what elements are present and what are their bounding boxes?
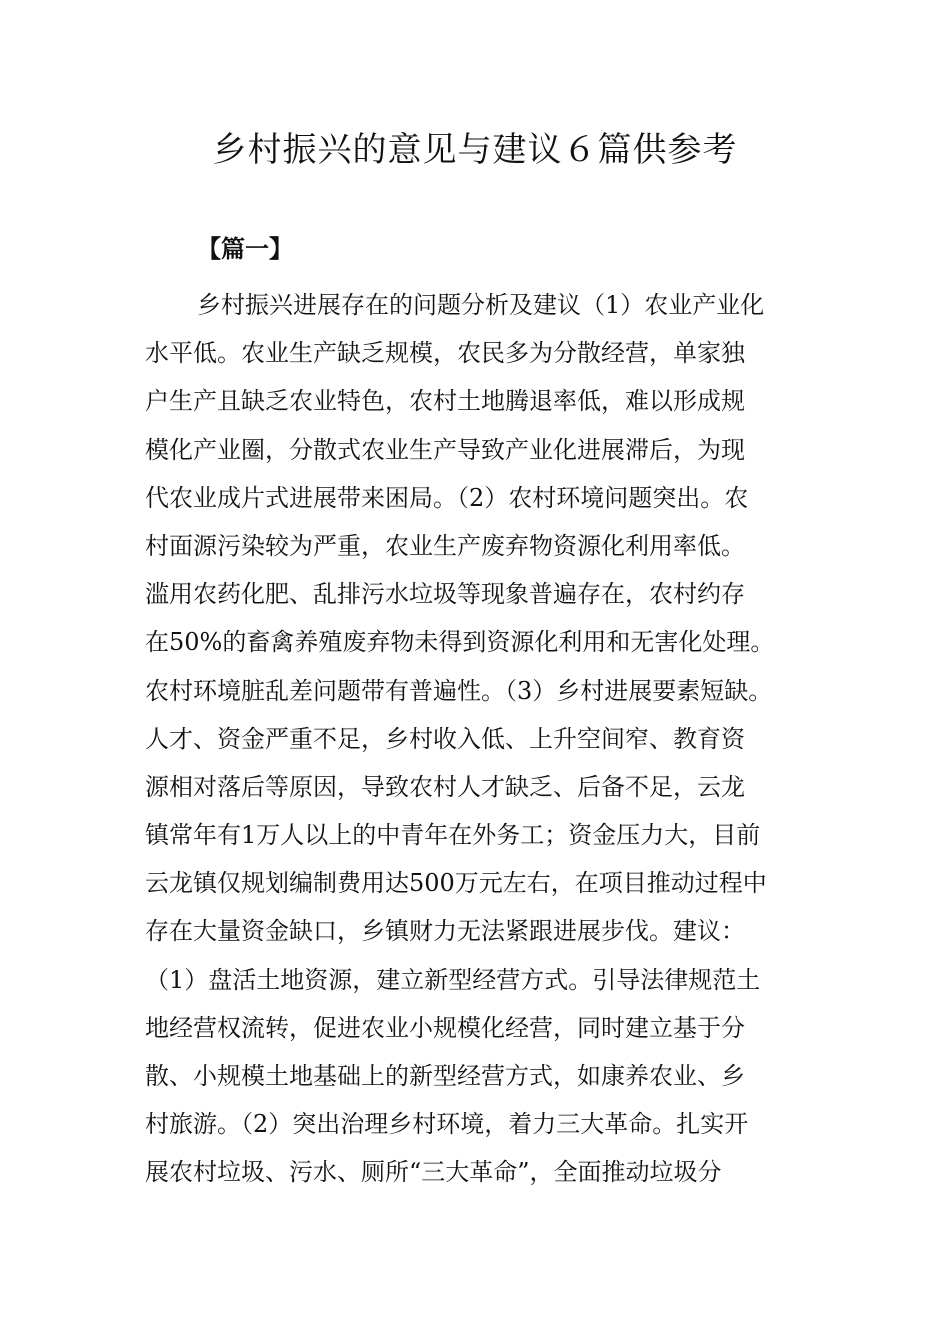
- text-line: 存在大量资金缺口，乡镇财力无法紧跟进展步伐。建议：: [145, 917, 745, 946]
- text-line: 镇常年有1万人以上的中青年在外务工；资金压力大，目前: [145, 821, 761, 850]
- text-line: 村面源污染较为严重，农业生产废弃物资源化利用率低。: [145, 531, 745, 560]
- text-line: 地经营权流转，促进农业小规模化经营，同时建立基于分: [145, 1013, 745, 1042]
- text-line: 代农业成片式进展带来困局。（2）农村环境问题突出。农: [145, 483, 749, 512]
- body-text: [145, 281, 825, 1197]
- text-line: 村旅游。（2）突出治理乡村环境，着力三大革命。扎实开: [145, 1110, 749, 1139]
- text-line: 展农村垃圾、污水、厕所“三大革命”，全面推动垃圾分: [145, 1158, 722, 1187]
- document-title: 乡村振兴的意见与建议６篇供参考: [212, 130, 738, 170]
- text-line: 乡村振兴进展存在的问题分析及建议（1）农业产业化: [197, 291, 765, 319]
- text-line: 人才、资金严重不足，乡村收入低、上升空间窄、教育资: [145, 724, 745, 753]
- text-line: 户生产且缺乏农业特色，农村土地腾退率低，难以形成规: [145, 387, 745, 416]
- text-line: 滥用农药化肥、乱排污水垃圾等现象普遍存在，农村约存: [145, 580, 745, 609]
- section-heading: 【篇一】: [197, 234, 293, 263]
- text-line: 源相对落后等原因，导致农村人才缺乏、后备不足，云龙: [145, 772, 745, 801]
- text-line: 农村环境脏乱差问题带有普遍性。（3）乡村进展要素短缺。: [145, 676, 773, 705]
- text-line: 水平低。农业生产缺乏规模，农民多为分散经营，单家独: [145, 339, 745, 368]
- text-line: 在50%的畜禽养殖废弃物未得到资源化利用和无害化处理。: [145, 628, 775, 657]
- text-line: （1）盘活土地资源，建立新型经营方式。引导法律规范土: [145, 965, 761, 994]
- text-line: 云龙镇仅规划编制费用达500万元左右，在项目推动过程中: [145, 869, 767, 898]
- text-line: 散、小规模土地基础上的新型经营方式，如康养农业、乡: [145, 1062, 745, 1090]
- text-line: 模化产业圈，分散式农业生产导致产业化进展滞后，为现: [145, 435, 745, 464]
